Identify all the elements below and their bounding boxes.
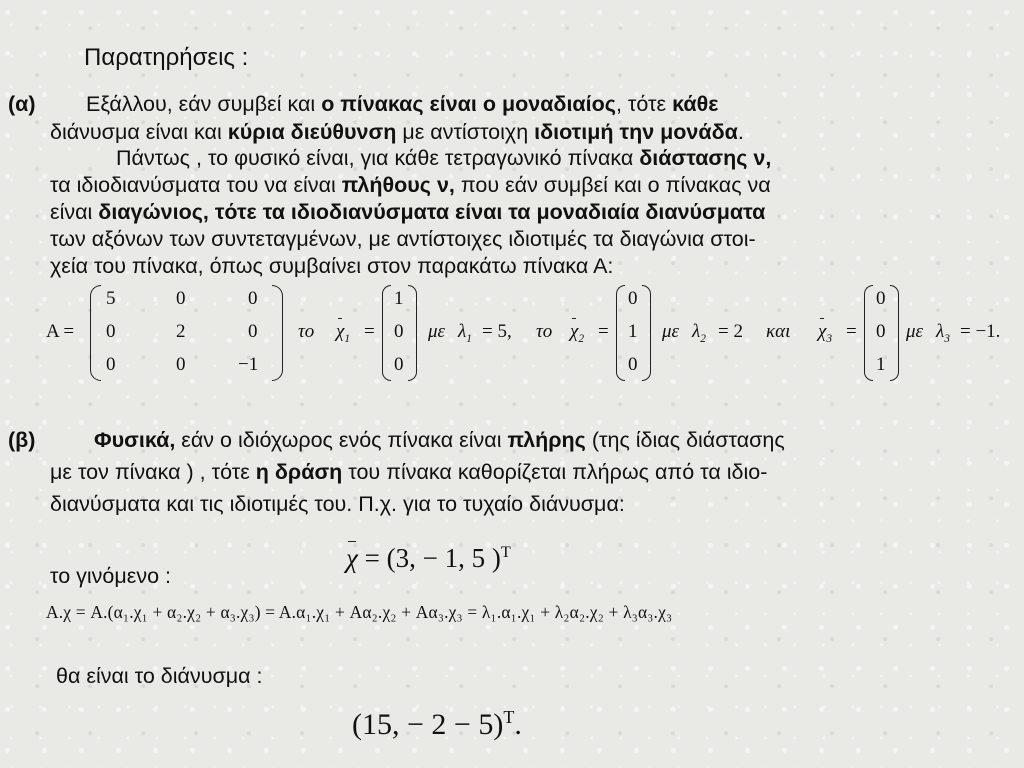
section-a-line-2: διάνυσμα είναι και κύρια διεύθυνση με αντίστοιχη ιδιοτιμή την μονάδα. <box>50 120 744 144</box>
vector-3-cell: 0 <box>876 321 886 342</box>
section-a-line-7: χεία του πίνακα, όπως συμβαίνει στον παρακάτω πίνακα Α: <box>50 254 614 278</box>
matrix-a-label: A = <box>46 321 75 342</box>
section-a-label: (α) <box>8 92 36 116</box>
section-a-line-6: των αξόνων των συντεταγμένων, με αντίστοιχες ιδιοτιμές τα διαγώνια στοι- <box>50 227 756 251</box>
section-b-label: (β) <box>8 428 36 452</box>
word-me: με <box>662 321 680 342</box>
matrix-a-cell: 0 <box>176 288 186 309</box>
product-expansion: A.χ = A.(α₁.χ₁ + α₂.χ₂ + α₃.χ₃) = A.α₁.χ₁ + Aα₂.χ₂ + Aα₃.χ₃ = λ₁.α₁.χ₁ + λ₂α₂.χ₂ + λ₃α₃.χ₃ <box>46 602 673 622</box>
section-a-line-4: τα ιδιοδιανύσματα του να είναι πλήθους ν, που εάν συμβεί και ο πίνακας να <box>50 173 771 197</box>
chi-2: $\chi_2$ <box>570 321 585 345</box>
vector-2-right-bracket <box>642 285 651 381</box>
vector-3-cell: 0 <box>876 288 886 309</box>
word-me: με <box>428 321 446 342</box>
section-b-line-3: διανύσματα και τις ιδιοτιμές του. Π.χ. για το τυχαίο διάνυσμα: <box>50 492 625 516</box>
matrix-a-left-bracket <box>90 285 101 381</box>
vector-3-cell: 1 <box>876 354 886 375</box>
eq-sign: = <box>846 321 857 342</box>
eq-sign: = <box>598 321 609 342</box>
vector-2-cell: 0 <box>628 354 638 375</box>
chi-3: $\chi_3$ <box>818 321 833 345</box>
result-label: θα είναι το διάνυσμα : <box>56 664 263 688</box>
section-b-line-1: Φυσικά, εάν ο ιδιόχωρος ενός πίνακα είναι πλήρης (της ίδιας διάστασης <box>94 428 785 452</box>
random-vector-formula: χ = (3, − 1, 5 )$^T$ <box>346 543 511 573</box>
vector-1-cell: 0 <box>394 321 404 342</box>
matrix-a-cell: 0 <box>248 321 258 342</box>
slide-title: Παρατηρήσεις : <box>84 44 249 71</box>
vector-2-cell: 0 <box>628 288 638 309</box>
lambda-1: $\lambda_1$ <box>458 321 472 345</box>
word-to: το <box>298 321 315 342</box>
section-a-line-5: είναι διαγώνιος, τότε τα ιδιοδιανύσματα είναι τα μοναδιαία διανύσματα <box>50 200 766 224</box>
lambda-2-value: = 2 <box>718 321 743 342</box>
vector-3-right-bracket <box>890 285 899 381</box>
matrix-a-cell: 0 <box>106 354 116 375</box>
matrix-a-cell: 5 <box>106 288 116 309</box>
word-me: με <box>906 321 924 342</box>
product-label: το γινόμενο : <box>50 564 171 588</box>
lambda-2: $\lambda_2$ <box>692 321 706 345</box>
section-a-line-3: Πάντως , το φυσικό είναι, για κάθε τετραγωνικό πίνακα διάστασης ν, <box>116 146 772 170</box>
matrix-a-right-bracket <box>272 285 283 381</box>
word-to: το <box>536 321 553 342</box>
section-b-line-2: με τον πίνακα ) , τότε η δράση του πίνακα καθορίζεται πλήρως από τα ιδιο- <box>50 460 768 484</box>
matrix-a-cell: 0 <box>106 321 116 342</box>
lambda-3-value: = −1. <box>960 321 1001 342</box>
vector-1-left-bracket <box>382 285 391 381</box>
matrix-a-cell: 0 <box>248 288 258 309</box>
vector-1-cell: 0 <box>394 354 404 375</box>
vector-2-left-bracket <box>616 285 625 381</box>
chi-1: $\chi_1$ <box>336 321 351 345</box>
matrix-a-cell: 0 <box>176 354 186 375</box>
result-vector: (15, − 2 − 5)$^T$. <box>352 707 522 741</box>
matrix-a-cell: −1 <box>238 354 259 375</box>
eq-sign: = <box>364 321 375 342</box>
word-kai: και <box>766 321 791 342</box>
vector-2-cell: 1 <box>628 321 638 342</box>
matrix-a-cell: 2 <box>176 321 186 342</box>
lambda-3: $\lambda_3$ <box>936 321 950 345</box>
vector-3-left-bracket <box>864 285 873 381</box>
section-a-line-1: Εξάλλου, εάν συμβεί και ο πίνακας είναι ο μοναδιαίος, τότε κάθε <box>86 92 719 116</box>
vector-1-right-bracket <box>408 285 417 381</box>
lambda-1-value: = 5, <box>482 321 512 342</box>
vector-1-cell: 1 <box>394 288 404 309</box>
